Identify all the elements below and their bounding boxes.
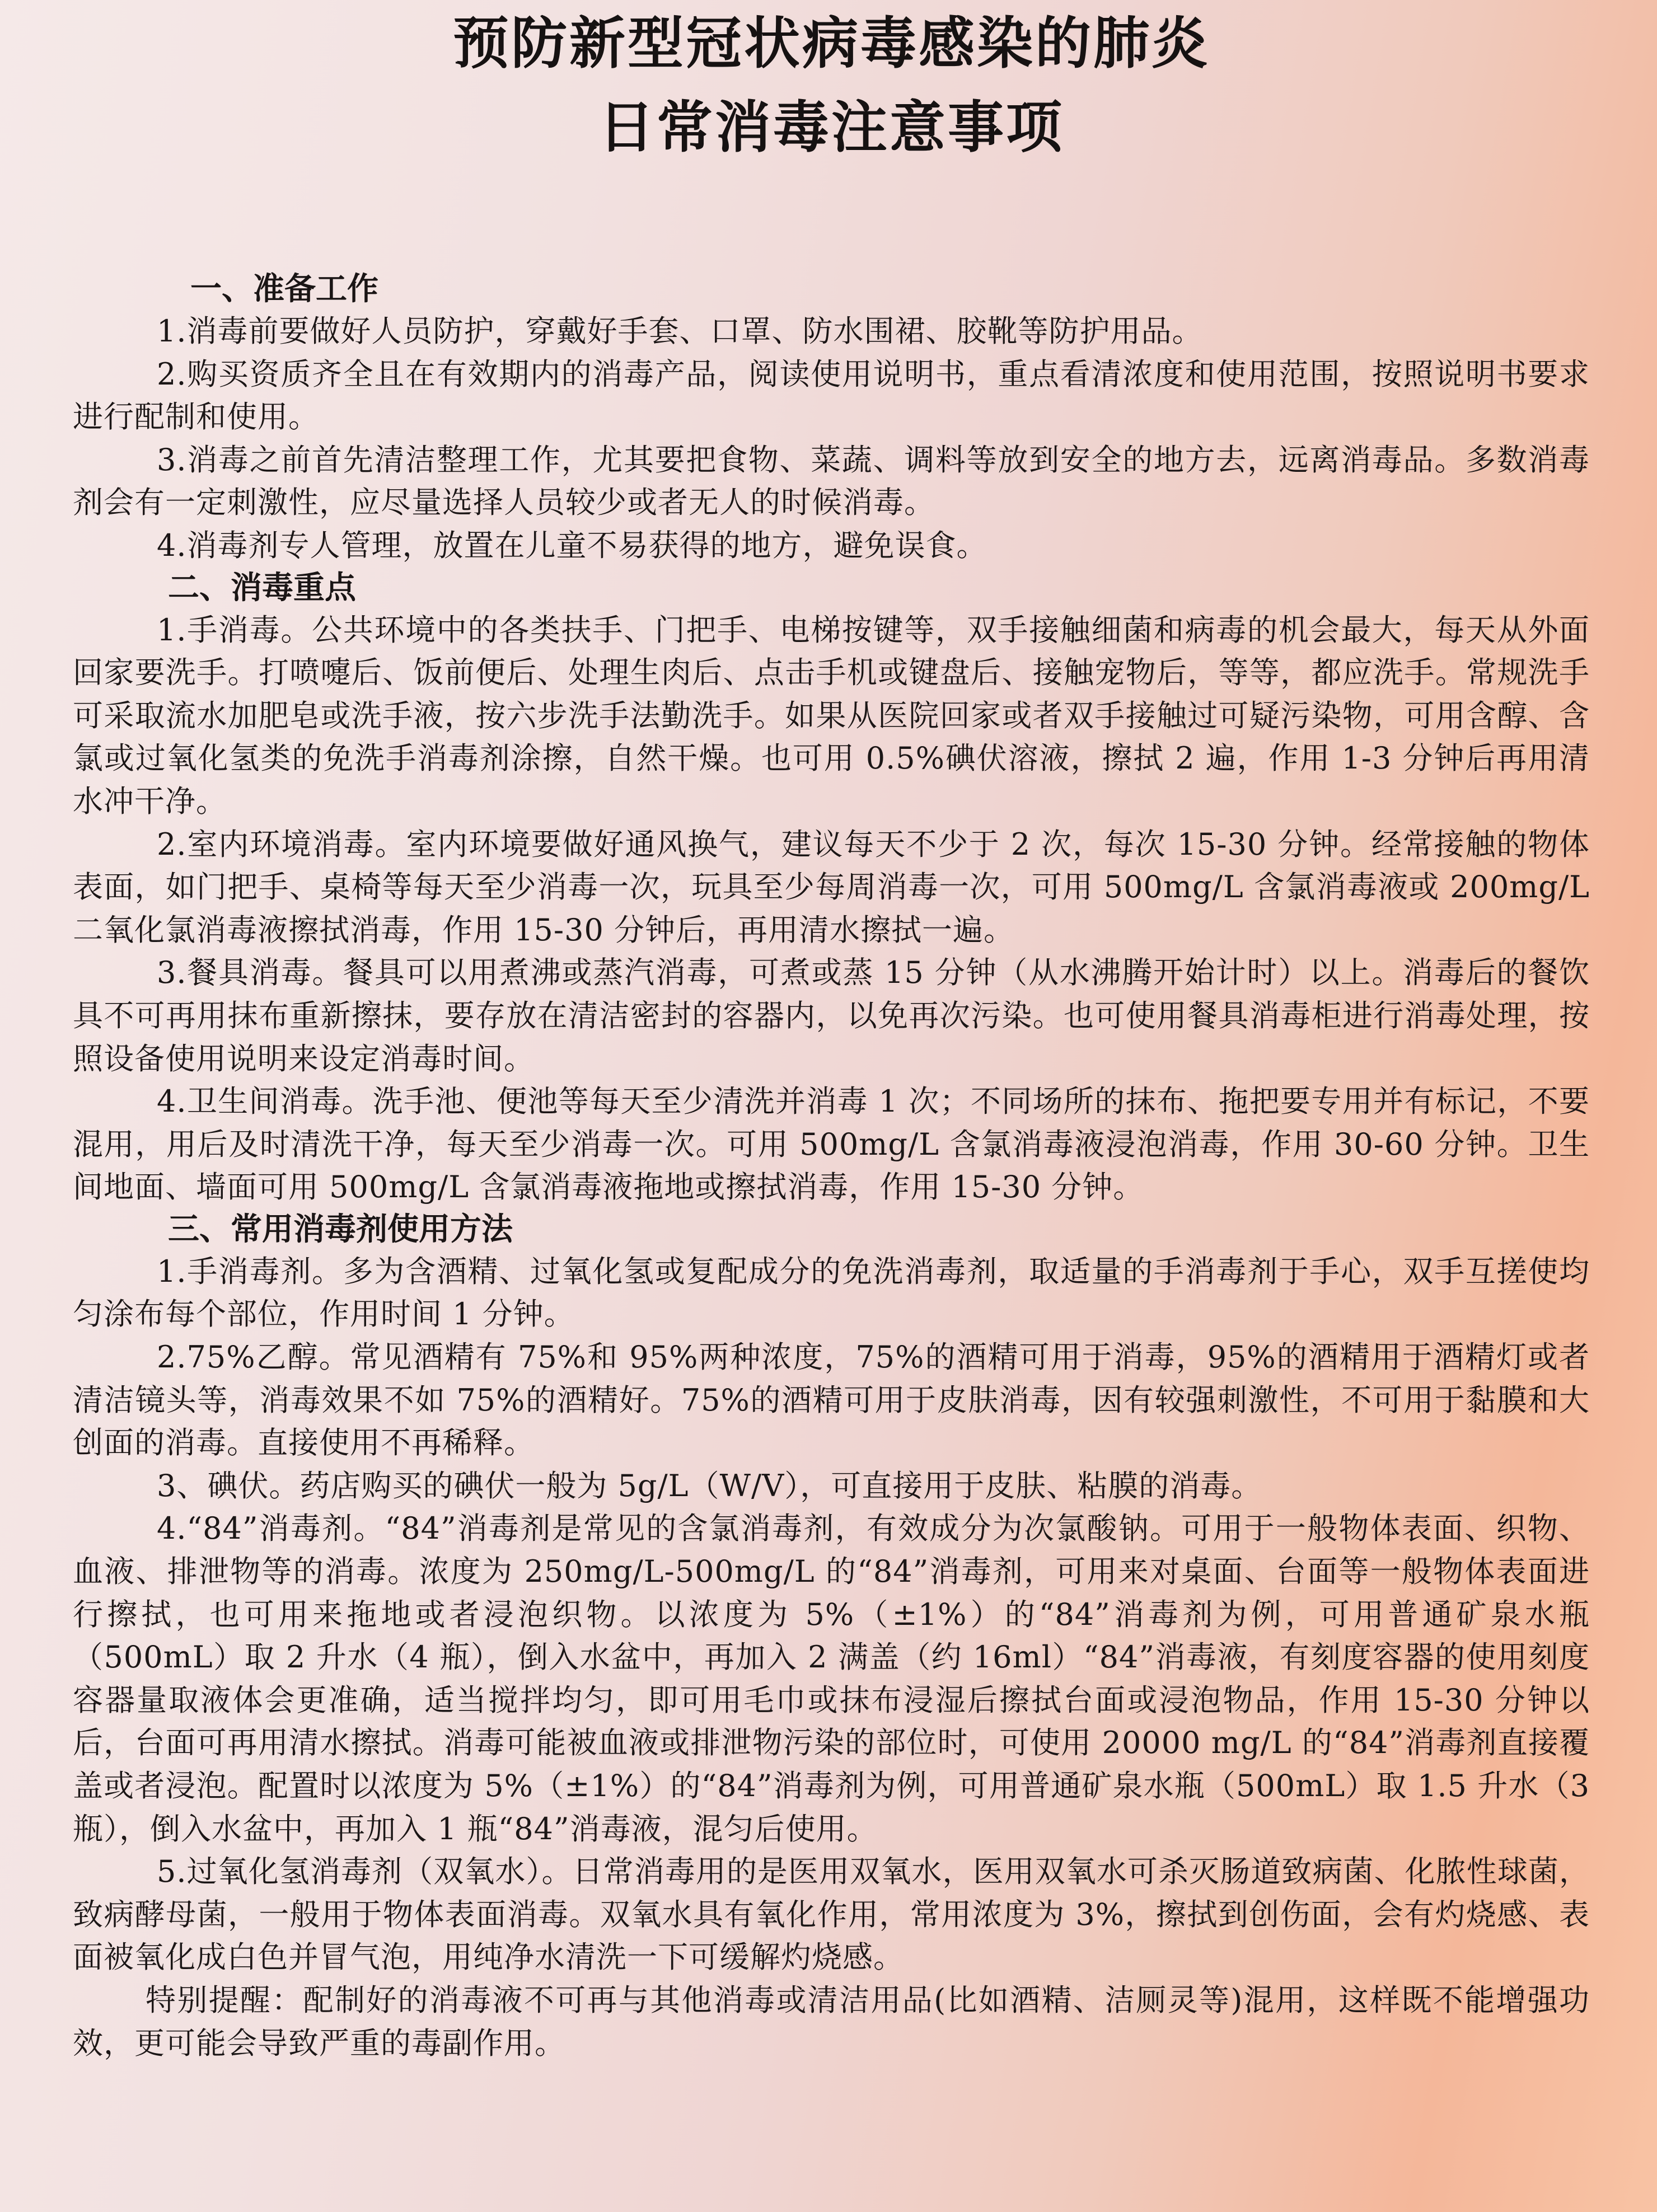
special-reminder-text: 配制好的消毒液不可再与其他消毒或清洁用品(比如酒精、洁厕灵等)混用，这样既不能增强功效，更可能会导致严重的毒副作用。 — [73, 1982, 1590, 2061]
special-reminder — [73, 1979, 1590, 2065]
paragraph: 3、碘伏。药店购买的碘伏一般为 5g/L（W/V），可直接用于皮肤、粘膜的消毒。 — [157, 1468, 1262, 1503]
paragraph: 4.“84”消毒剂。“84”消毒剂是常见的含氯消毒剂，有效成分为次氯酸钠。可用于一般物体表面、织物、血液、排泄物等的消毒。浓度为 250mg/L-500mg/L 的“84”消毒剂，可用来对桌面、台面等一般物体表面进行擦拭，也可用来拖地或者浸泡织物。以浓度为 5%（±1%）的“84”消毒剂为例，可用普通矿泉水瓶（500mL）取 2 升水（4 瓶），倒入水盆中，再加入 2 满盖（约 16ml）“84”消毒液，有刻度容器的使用刻度容器量取液体会更准确，适当搅拌均匀，即可用毛巾或抹布浸湿后擦拭台面或浸泡物品，作用 15-30 分钟以后，台面可再用清水擦拭。消毒可能被血液或排泄物污染的部位时，可使用 20000 mg/L 的“84”消毒剂直接覆盖或者浸泡。配置时以浓度为 5%（±1%）的“84”消毒剂为例，可用普通矿泉水瓶（500mL）取 1.5 升水（3 瓶），倒入水盆中，再加入 1 瓶“84”消毒液，混匀后使用。 — [73, 1511, 1590, 1847]
paragraph: 2.购买资质齐全且在有效期内的消毒产品，阅读使用说明书，重点看清浓度和使用范围，按照说明书要求进行配制和使用。 — [73, 356, 1590, 435]
paragraph: 1.手消毒剂。多为含酒精、过氧化氢或复配成分的免洗消毒剂，取适量的手消毒剂于手心，双手互搓使均匀涂布每个部位，作用时间 1 分钟。 — [73, 1253, 1590, 1332]
section-heading: 三、常用消毒剂使用方法 — [168, 1211, 513, 1248]
section-preparation — [73, 269, 1590, 568]
paragraph: 3.餐具消毒。餐具可以用煮沸或蒸汽消毒，可煮或蒸 15 分钟（从水沸腾开始计时）以上。消毒后的餐饮具不可再用抹布重新擦抹，要存放在清洁密封的容器内，以免再次污染。也可使用餐具消毒柜进行消毒处理，按照设备使用说明来设定消毒时间。 — [73, 955, 1590, 1076]
section-disinfectant-usage — [73, 1209, 1590, 1979]
section-heading: 一、准备工作 — [190, 271, 378, 307]
special-reminder-lead: 特别提醒： — [146, 1982, 303, 2018]
paragraph: 5.过氧化氢消毒剂（双氧水）。日常消毒用的是医用双氧水，医用双氧水可杀灭肠道致病菌、化脓性球菌，致病酵母菌，一般用于物体表面消毒。双氧水具有氧化作用，常用浓度为 3%，擦拭到创伤面，会有灼烧感、表面被氧化成白色并冒气泡，用纯净水清洗一下可缓解灼烧感。 — [73, 1854, 1590, 1975]
title-line-1: 预防新型冠状病毒感染的肺炎 — [453, 10, 1210, 76]
section-disinfection-focus — [73, 568, 1590, 1209]
paragraph: 2.室内环境消毒。室内环境要做好通风换气，建议每天不少于 2 次，每次 15-30 分钟。经常接触的物体表面，如门把手、桌椅等每天至少消毒一次，玩具至少每周消毒一次，可用 500mg/L 含氯消毒液或 200mg/L 二氧化氯消毒液擦拭消毒，作用 15-30 分钟后，再用清水擦拭一遍。 — [73, 826, 1590, 948]
paragraph: 1.手消毒。公共环境中的各类扶手、门把手、电梯按键等，双手接触细菌和病毒的机会最大，每天从外面回家要洗手。打喷嚏后、饭前便后、处理生肉后、点击手机或键盘后、接触宠物后，等等，都应洗手。常规洗手可采取流水加肥皂或洗手液，按六步洗手法勤洗手。如果从医院回家或者双手接触过可疑污染物，可用含醇、含氯或过氧化氢类的免洗手消毒剂涂擦，自然干燥。也可用 0.5%碘伏溶液，擦拭 2 遍，作用 1-3 分钟后再用清水冲干净。 — [73, 612, 1590, 819]
paragraph: 3.消毒之前首先清洁整理工作，尤其要把食物、菜蔬、调料等放到安全的地方去，远离消毒品。多数消毒剂会有一定刺激性，应尽量选择人员较少或者无人的时候消毒。 — [73, 442, 1590, 521]
section-heading: 二、消毒重点 — [168, 569, 356, 606]
paragraph: 4.消毒剂专人管理，放置在儿童不易获得的地方，避免误食。 — [157, 527, 987, 563]
paragraph: 1.消毒前要做好人员防护，穿戴好手套、口罩、防水围裙、胶靴等防护用品。 — [157, 313, 1203, 349]
paragraph: 2.75%乙醇。常见酒精有 75%和 95%两种浓度，75%的酒精可用于消毒，95%的酒精用于酒精灯或者清洁镜头等，消毒效果不如 75%的酒精好。75%的酒精可用于皮肤消毒，因有较强刺激性，不可用于黏膜和大创面的消毒。直接使用不再稀释。 — [73, 1339, 1590, 1461]
title-line-2: 日常消毒注意事项 — [598, 94, 1064, 160]
paragraph: 4.卫生间消毒。洗手池、便池等每天至少清洗并消毒 1 次；不同场所的抹布、拖把要专用并有标记，不要混用，用后及时清洗干净，每天至少消毒一次。可用 500mg/L 含氯消毒液浸泡消毒，作用 30-60 分钟。卫生间地面、墙面可用 500mg/L 含氯消毒液拖地或擦拭消毒，作用 15-30 分钟。 — [73, 1084, 1590, 1205]
